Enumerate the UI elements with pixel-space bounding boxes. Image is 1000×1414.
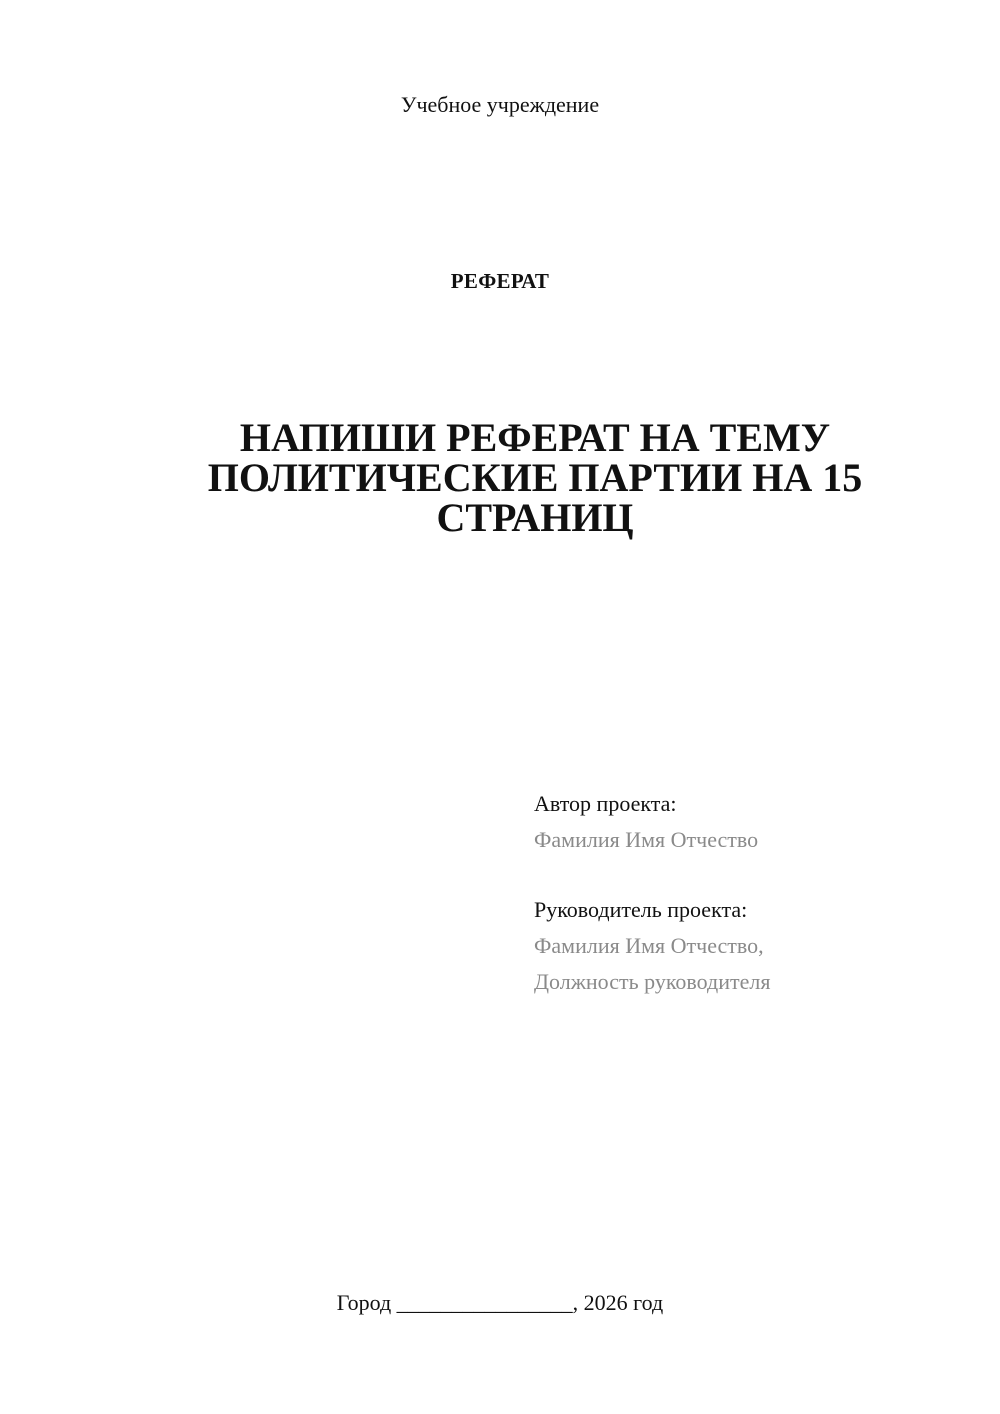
institution-name: Учебное учреждение	[400, 92, 600, 117]
city-year-line: Город ________________, 2026 год	[336, 1290, 664, 1315]
supervisor-name: Фамилия Имя Отчество,	[534, 933, 764, 958]
supervisor-label: Руководитель проекта:	[534, 897, 748, 922]
author-name: Фамилия Имя Отчество	[534, 827, 759, 852]
spacer	[534, 858, 974, 892]
supervisor-position: Должность руководителя	[534, 969, 771, 994]
author-label: Автор проекта:	[534, 791, 677, 816]
document-type: РЕФЕРАТ	[450, 269, 550, 293]
project-info	[534, 786, 974, 1000]
document-title: НАПИШИ РЕФЕРАТ НА ТЕМУ ПОЛИТИЧЕСКИЕ ПАРТИИ НА 15 СТРАНИЦ	[207, 415, 863, 540]
